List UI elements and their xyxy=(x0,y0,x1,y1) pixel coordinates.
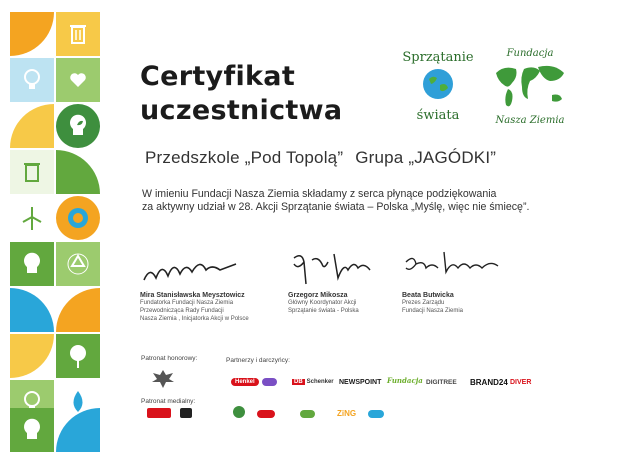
partner-logo-purple xyxy=(262,376,277,388)
eagle-emblem-icon xyxy=(150,368,176,390)
logo-text-top: Fundacja xyxy=(506,48,554,59)
signatory-role: Sprzątanie świata - Polska xyxy=(288,308,359,314)
recipient-school: Przedszkole „Pod Topolą” xyxy=(145,148,344,167)
recipient-group: Grupa „JAGÓDKI” xyxy=(355,148,497,167)
signature-block-1 xyxy=(140,248,290,323)
signatory-role: Fundatorka Fundacji Nasza Ziemia xyxy=(140,300,234,306)
fundacja-logo: Fundacja xyxy=(387,375,423,385)
henkel-logo: Henkel xyxy=(231,376,259,388)
wind-turbine-icon xyxy=(10,196,54,240)
globe-icon xyxy=(421,67,455,101)
head-leaf-icon xyxy=(10,408,54,452)
signatory-role: Główny Koordynator Akcji xyxy=(288,300,357,306)
heart-hand-icon xyxy=(56,58,100,102)
zing-logo: ZiNG xyxy=(337,408,357,418)
brand24-logo: BRAND24 xyxy=(470,377,508,387)
sprzatanie-swiata-logo xyxy=(398,50,478,140)
media-logo-2 xyxy=(180,408,192,418)
trash-bin-icon xyxy=(10,150,54,194)
logo-text-bottom: świata xyxy=(416,108,460,123)
signatory-role: Przewodnicząca Rady Fundacji xyxy=(140,308,224,314)
media-logo-1 xyxy=(147,408,171,418)
handwritten-signature xyxy=(288,248,398,288)
target-circle-icon xyxy=(56,196,100,240)
title-line-1: Certyfikat xyxy=(140,61,296,92)
media-patronage-header: Patronat medialny: xyxy=(141,398,196,405)
head-leaf-icon xyxy=(56,104,100,148)
newspoint-logo: NEWSPOINT xyxy=(339,378,382,386)
thank-you-text xyxy=(142,188,602,214)
certificate-title xyxy=(140,60,342,128)
lightbulb-icon xyxy=(10,58,54,102)
title-line-2: uczestnictwa xyxy=(140,95,343,126)
honorary-patronage-header: Patronat honorowy: xyxy=(141,355,198,362)
signatory-role: Fundacji Nasza Ziemia xyxy=(402,308,464,314)
tree-icon xyxy=(56,334,100,378)
head-leaf-icon xyxy=(10,242,54,286)
signatory-role: Nasza Ziemia , Inicjatorka Akcji w Polsce xyxy=(140,316,249,322)
quarter-shape xyxy=(10,334,54,378)
signatory-name: Beata Butwicka xyxy=(402,292,454,299)
partner-logo-green xyxy=(300,408,315,420)
world-map-icon xyxy=(490,59,570,115)
body-line-2: za aktywny udział w 28. Akcji Sprzątanie świata – Polska „Myślę, więc nie śmiecę”. xyxy=(142,201,530,213)
signatory-role: Prezes Zarządu xyxy=(402,300,445,306)
partners-header: Partnerzy i darczyńcy: xyxy=(226,357,290,364)
digitree-logo: DIGITREE xyxy=(426,378,457,386)
signature-block-3 xyxy=(402,248,552,315)
fundacja-nasza-ziemia-logo xyxy=(488,48,572,140)
partner-logo-blue xyxy=(368,408,384,420)
quarter-shape xyxy=(10,12,54,56)
quarter-shape xyxy=(56,288,100,332)
recipient xyxy=(145,148,496,168)
handwritten-signature xyxy=(140,248,250,288)
signatory-name: Grzegorz Mikosza xyxy=(288,292,348,299)
partner-logo-red xyxy=(257,408,275,420)
quarter-shape xyxy=(56,150,100,194)
body-line-1: W imieniu Fundacji Nasza Ziemia składamy z serca płynące podziękowania xyxy=(142,188,497,200)
diver-logo: DIVER xyxy=(510,378,532,386)
trash-bin-icon xyxy=(56,12,100,56)
quarter-shape xyxy=(10,104,54,148)
schenker-logo: DB Schenker xyxy=(294,379,334,385)
handwritten-signature xyxy=(402,248,512,288)
logo-text-bottom: Nasza Ziemia xyxy=(495,115,565,126)
quarter-shape xyxy=(10,288,54,332)
decorative-pattern xyxy=(10,12,100,452)
signatory-name: Mira Stanisławska Meysztowicz xyxy=(140,292,245,299)
logo-text-top: Sprzątanie xyxy=(402,50,474,65)
partner-logo-green-tree xyxy=(230,406,248,418)
recycle-icon xyxy=(56,242,100,286)
